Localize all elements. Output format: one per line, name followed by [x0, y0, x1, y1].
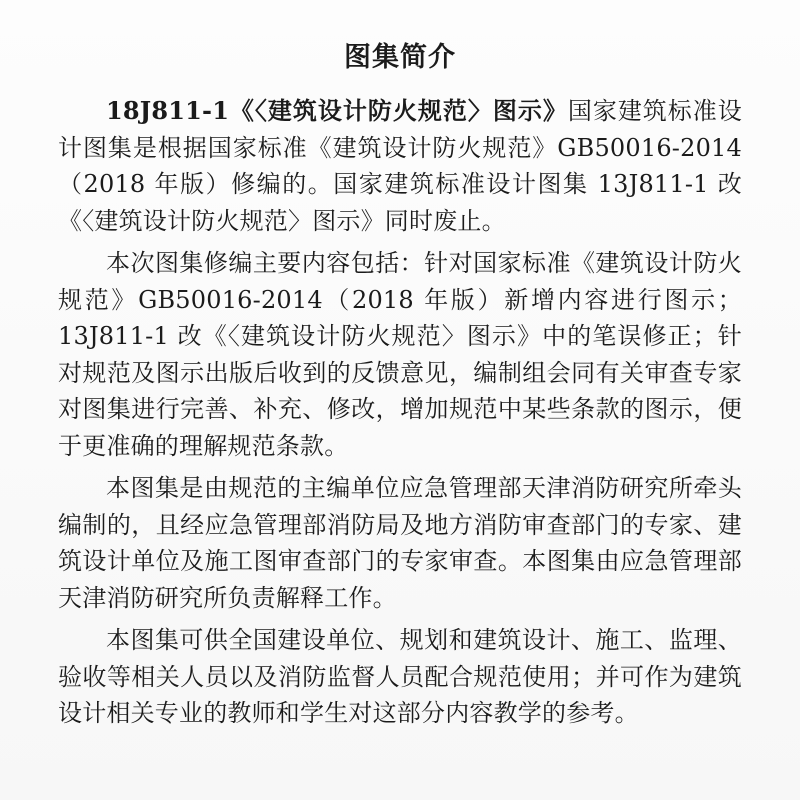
paragraph-1-lead: 18J811-1《〈建筑设计防火规范〉图示》: [106, 96, 568, 125]
paragraph-3-text: 本图集是由规范的主编单位应急管理部天津消防研究所牵头编制的，且经应急管理部消防局及地方消防审查部门的专家、建筑设计单位及施工图审查部门的专家审查。本图集由应急管理部天津消防研究所负责解释工作。: [58, 474, 742, 612]
paragraph-4: [58, 622, 742, 732]
page-title: 图集简介: [344, 42, 456, 73]
paragraph-2: [58, 245, 742, 464]
paragraph-4-text: 本图集可供全国建设单位、规划和建筑设计、施工、监理、验收等相关人员以及消防监督人员配合规范使用；并可作为建筑设计相关专业的教师和学生对这部分内容教学的参考。: [58, 626, 742, 727]
paragraph-1: [58, 93, 742, 239]
paragraph-1-text: 国家建筑标准设计图集是根据国家标准《建筑设计防火规范》GB50016-2014（2018 年版）修编的。国家建筑标准设计图集 13J811-1 改《〈建筑设计防火规范〉图示》同时废止。: [58, 97, 742, 235]
paragraph-2-text: 本次图集修编主要内容包括：针对国家标准《建筑设计防火规范》GB50016-2014（2018 年版）新增内容进行图示；13J811-1 改《〈建筑设计防火规范〉图示》中的笔误修正；针对规范及图示出版后收到的反馈意见，编制组会同有关审查专家对图集进行完善、补充、修改，增加规范中某些条款的图示，便于更准确的理解规范条款。: [58, 249, 742, 460]
paragraph-3: [58, 470, 742, 616]
